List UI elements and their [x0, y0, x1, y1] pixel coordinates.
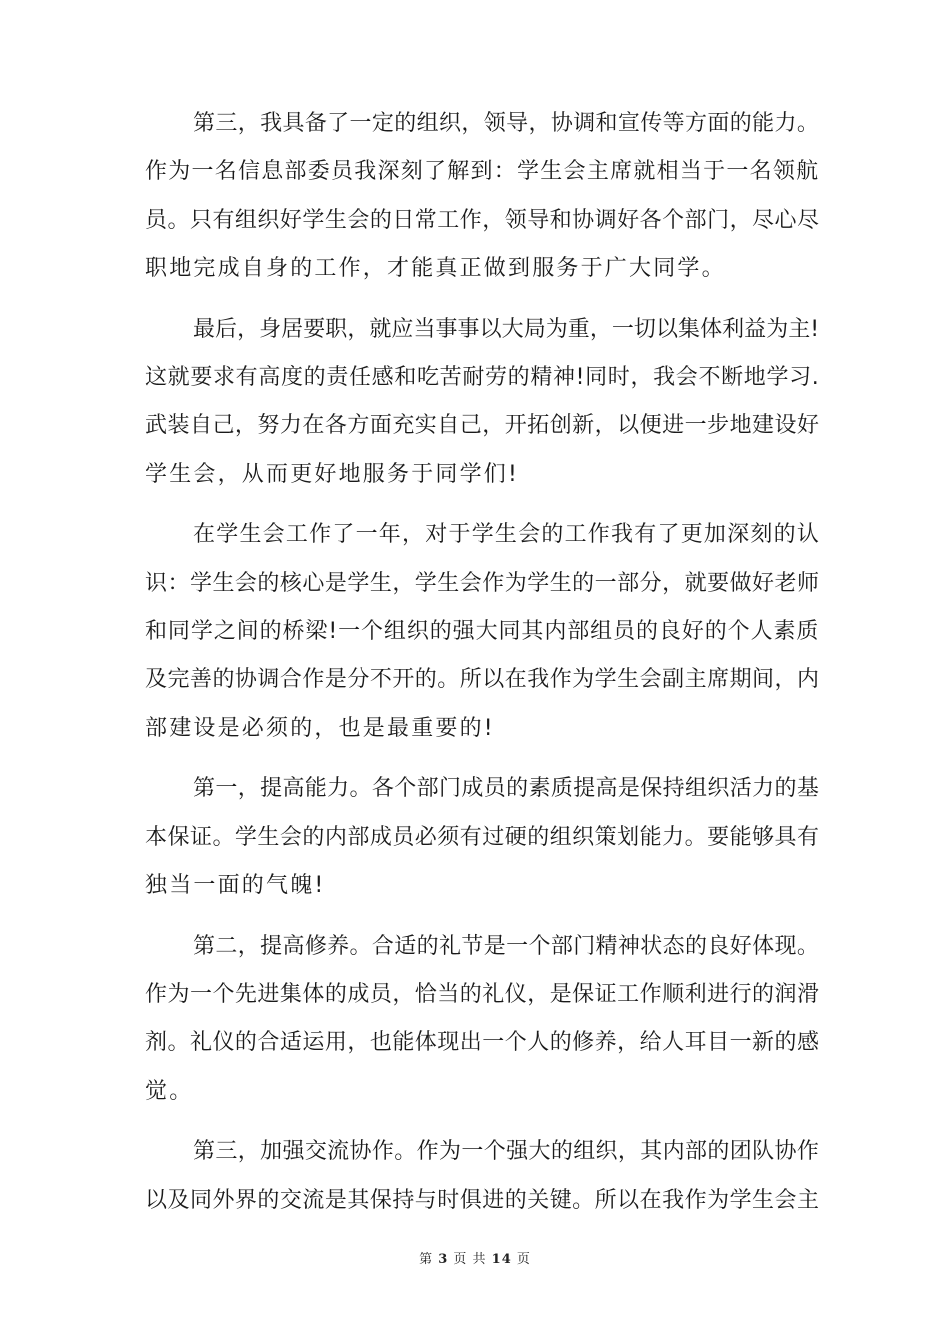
text-line: 独当一面的气魄!	[145, 872, 326, 898]
paragraph	[145, 1128, 821, 1225]
text-line: 及完善的协调合作是分不开的。所以在我作为学生会副主席期间，内	[145, 667, 820, 693]
footer-prefix: 第	[419, 1252, 439, 1267]
footer-middle: 页 共	[448, 1252, 492, 1267]
text-line: 武装自己，努力在各方面充实自己，开拓创新，以便进一步地建设好	[145, 413, 820, 439]
paragraph	[145, 306, 821, 499]
text-line: 第三，加强交流协作。作为一个强大的组织，其内部的团队协作	[193, 1139, 820, 1165]
text-line: 识：学生会的核心是学生，学生会作为学生的一部分，就要做好老师	[145, 570, 820, 596]
text-line: 这就要求有高度的责任感和吃苦耐劳的精神!同时，我会不断地学习.	[145, 364, 820, 390]
document-body	[145, 100, 821, 1238]
text-line: 觉。	[145, 1078, 194, 1104]
text-line: 作为一名信息部委员我深刻了解到：学生会主席就相当于一名领航	[145, 159, 820, 185]
footer-page-number: 3	[438, 1252, 449, 1267]
text-line: 和同学之间的桥梁!一个组织的强大同其内部组员的良好的个人素质	[145, 618, 820, 644]
footer-suffix: 页	[511, 1252, 531, 1267]
text-line: 在学生会工作了一年，对于学生会的工作我有了更加深刻的认	[193, 522, 821, 548]
text-line: 作为一个先进集体的成员，恰当的礼仪，是保证工作顺利进行的润滑	[145, 982, 820, 1008]
page-footer	[0, 1248, 950, 1267]
text-line: 职地完成自身的工作，才能真正做到服务于广大同学。	[145, 255, 726, 281]
text-line: 最后，身居要职，就应当事事以大局为重，一切以集体利益为主!	[193, 316, 820, 342]
paragraph	[145, 511, 821, 752]
paragraph	[145, 100, 821, 293]
paragraph	[145, 923, 821, 1116]
text-line: 以及同外界的交流是其保持与时俱进的关键。所以在我作为学生会主	[145, 1187, 820, 1213]
footer-total-pages: 14	[491, 1252, 512, 1267]
text-line: 第三，我具备了一定的组织，领导，协调和宣传等方面的能力。	[193, 111, 820, 136]
text-line: 剂。礼仪的合适运用，也能体现出一个人的修养，给人耳目一新的感	[145, 1030, 820, 1056]
text-line: 第一，提高能力。各个部门成员的素质提高是保持组织活力的基	[193, 776, 820, 802]
text-line: 学生会，从而更好地服务于同学们!	[145, 461, 520, 487]
text-line: 本保证。学生会的内部成员必须有过硬的组织策划能力。要能够具有	[145, 824, 820, 850]
text-line: 员。只有组织好学生会的日常工作，领导和协调好各个部门，尽心尽	[145, 207, 820, 233]
text-line: 第二，提高修养。合适的礼节是一个部门精神状态的良好体现。	[193, 933, 820, 959]
paragraph	[145, 765, 821, 910]
text-line: 部建设是必须的，也是最重要的!	[145, 715, 495, 741]
